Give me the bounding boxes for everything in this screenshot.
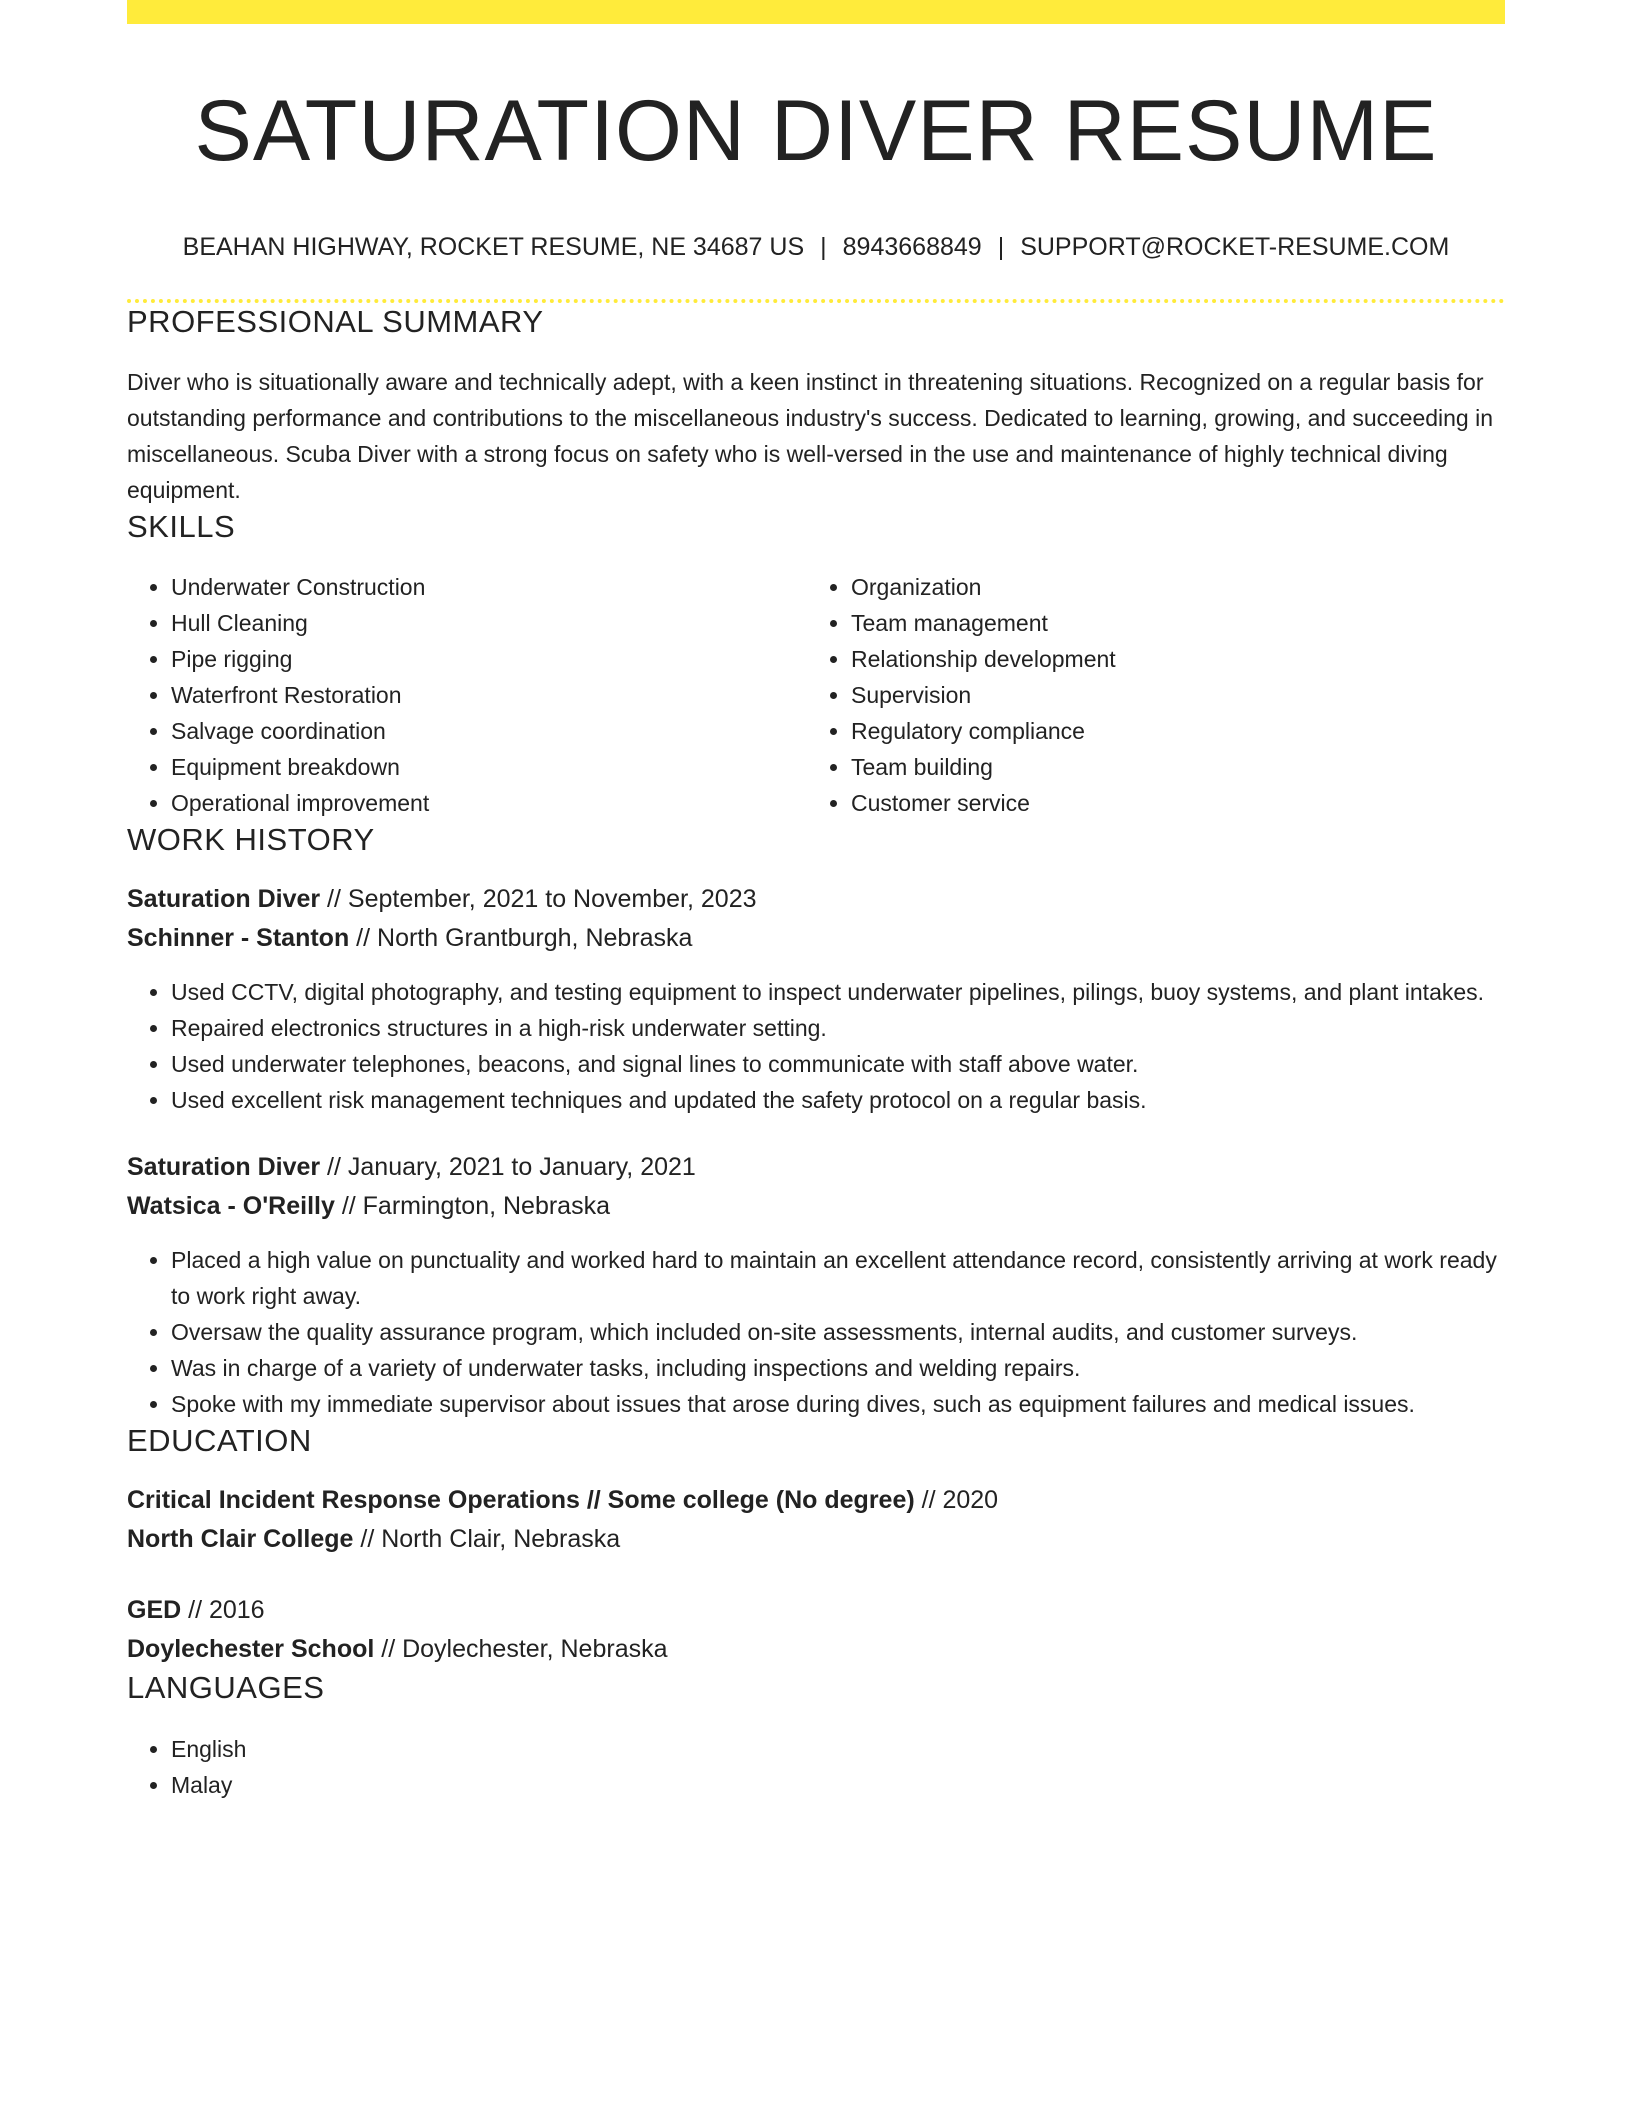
summary-text: Diver who is situationally aware and technically adept, with a keen instinct in threatening situations. Recognized on a regular basis for outstanding performance and contributions to the miscellaneous industry's success. Dedicated to learning, growing, and succeeding in miscellaneous. Scuba Diver with a strong focus on safety who is well-versed in the use and maintenance of highly technical diving equipment. — [127, 368, 1494, 503]
job-bullet: • Placed a high value on punctuality and worked hard to maintain an excellent attendance record, consistently arriving at work ready to work right away. — [171, 1242, 1505, 1314]
job-title-line — [127, 880, 1505, 919]
contact-phone: 8943668849 — [842, 232, 982, 261]
job-entry — [127, 880, 1505, 1118]
summary-heading: PROFESSIONAL SUMMARY — [127, 303, 544, 339]
skill-item: • Salvage coordination — [171, 713, 807, 749]
skill-item: • Relationship development — [851, 641, 1487, 677]
skill-item: • Operational improvement — [171, 785, 807, 821]
skill-item: • Pipe rigging — [171, 641, 807, 677]
education-entry — [127, 1591, 1505, 1669]
education-school-line — [127, 1520, 1505, 1559]
education-entry — [127, 1481, 1505, 1559]
contact-separator: | — [997, 232, 1005, 261]
education-school: Doylechester School — [127, 1635, 375, 1664]
job-bullets — [127, 974, 1505, 1118]
job-location: // Farmington, Nebraska — [334, 1192, 610, 1221]
job-bullet: • Oversaw the quality assurance program, which included on-site assessments, internal audits, and customer surveys. — [171, 1314, 1505, 1350]
skills-column-right — [807, 569, 1487, 821]
skill-item: • Waterfront Restoration — [171, 677, 807, 713]
work-history-heading: WORK HISTORY — [127, 821, 375, 857]
contact-separator: | — [820, 232, 827, 261]
job-bullet: • Was in charge of a variety of underwater tasks, including inspections and welding repairs. — [171, 1350, 1505, 1386]
education-school-line — [127, 1630, 1505, 1669]
job-company-line — [127, 1187, 1505, 1226]
education-year: // 2020 — [914, 1486, 999, 1515]
job-location: // North Grantburgh, Nebraska — [349, 924, 693, 953]
skill-item: • Team building — [851, 749, 1487, 785]
skills-heading: SKILLS — [127, 508, 236, 544]
job-role: Saturation Diver — [127, 1153, 321, 1182]
languages-list — [127, 1731, 1505, 1803]
resume-title: SATURATION DIVER RESUME — [194, 83, 1438, 179]
skill-item: • Equipment breakdown — [171, 749, 807, 785]
job-entry — [127, 1148, 1505, 1422]
education-degree-line — [127, 1591, 1505, 1630]
job-bullet: • Used underwater telephones, beacons, and signal lines to communicate with staff above water. — [171, 1046, 1505, 1082]
language-item: • Malay — [171, 1767, 1505, 1803]
education-degree-line — [127, 1481, 1505, 1520]
job-bullet: • Used CCTV, digital photography, and testing equipment to inspect underwater pipelines, pilings, buoy systems, and plant intakes. — [171, 974, 1505, 1010]
skill-item: • Underwater Construction — [171, 569, 807, 605]
skill-item: • Regulatory compliance — [851, 713, 1487, 749]
skill-item: • Supervision — [851, 677, 1487, 713]
skills-column-left — [127, 569, 807, 821]
education-school: North Clair College — [127, 1525, 354, 1554]
skill-item: • Organization — [851, 569, 1487, 605]
skill-item: • Customer service — [851, 785, 1487, 821]
job-bullet: • Spoke with my immediate supervisor about issues that arose during dives, such as equipment failures and medical issues. — [171, 1386, 1505, 1422]
education-degree: GED — [127, 1596, 182, 1625]
education-location: // North Clair, Nebraska — [353, 1525, 621, 1554]
top-accent-bar — [127, 0, 1505, 24]
job-bullet: • Repaired electronics structures in a high-risk underwater setting. — [171, 1010, 1505, 1046]
skills-grid — [127, 569, 1505, 821]
job-title-line — [127, 1148, 1505, 1187]
education-location: // Doylechester, Nebraska — [374, 1635, 668, 1664]
job-company: Schinner - Stanton — [127, 924, 350, 953]
skill-item: • Team management — [851, 605, 1487, 641]
education-degree: Critical Incident Response Operations // Some college (No degree) — [127, 1486, 915, 1515]
job-company: Watsica - O'Reilly — [127, 1192, 335, 1221]
languages-heading: LANGUAGES — [127, 1670, 325, 1706]
job-dates: // January, 2021 to January, 2021 — [320, 1153, 696, 1182]
skill-item: • Hull Cleaning — [171, 605, 807, 641]
resume-page — [127, 0, 1505, 1803]
job-bullets — [127, 1242, 1505, 1422]
job-company-line — [127, 919, 1505, 958]
job-dates: // September, 2021 to November, 2023 — [320, 885, 757, 914]
contact-address: BEAHAN HIGHWAY, ROCKET RESUME, NE 34687 US — [182, 232, 805, 261]
education-heading: EDUCATION — [127, 1423, 312, 1459]
education-year: // 2016 — [181, 1596, 265, 1625]
job-bullet: • Used excellent risk management techniques and updated the safety protocol on a regular basis. — [171, 1082, 1505, 1118]
job-role: Saturation Diver — [127, 885, 321, 914]
contact-line — [127, 233, 1505, 262]
contact-email: SUPPORT@ROCKET-RESUME.COM — [1020, 232, 1450, 261]
language-item: • English — [171, 1731, 1505, 1767]
